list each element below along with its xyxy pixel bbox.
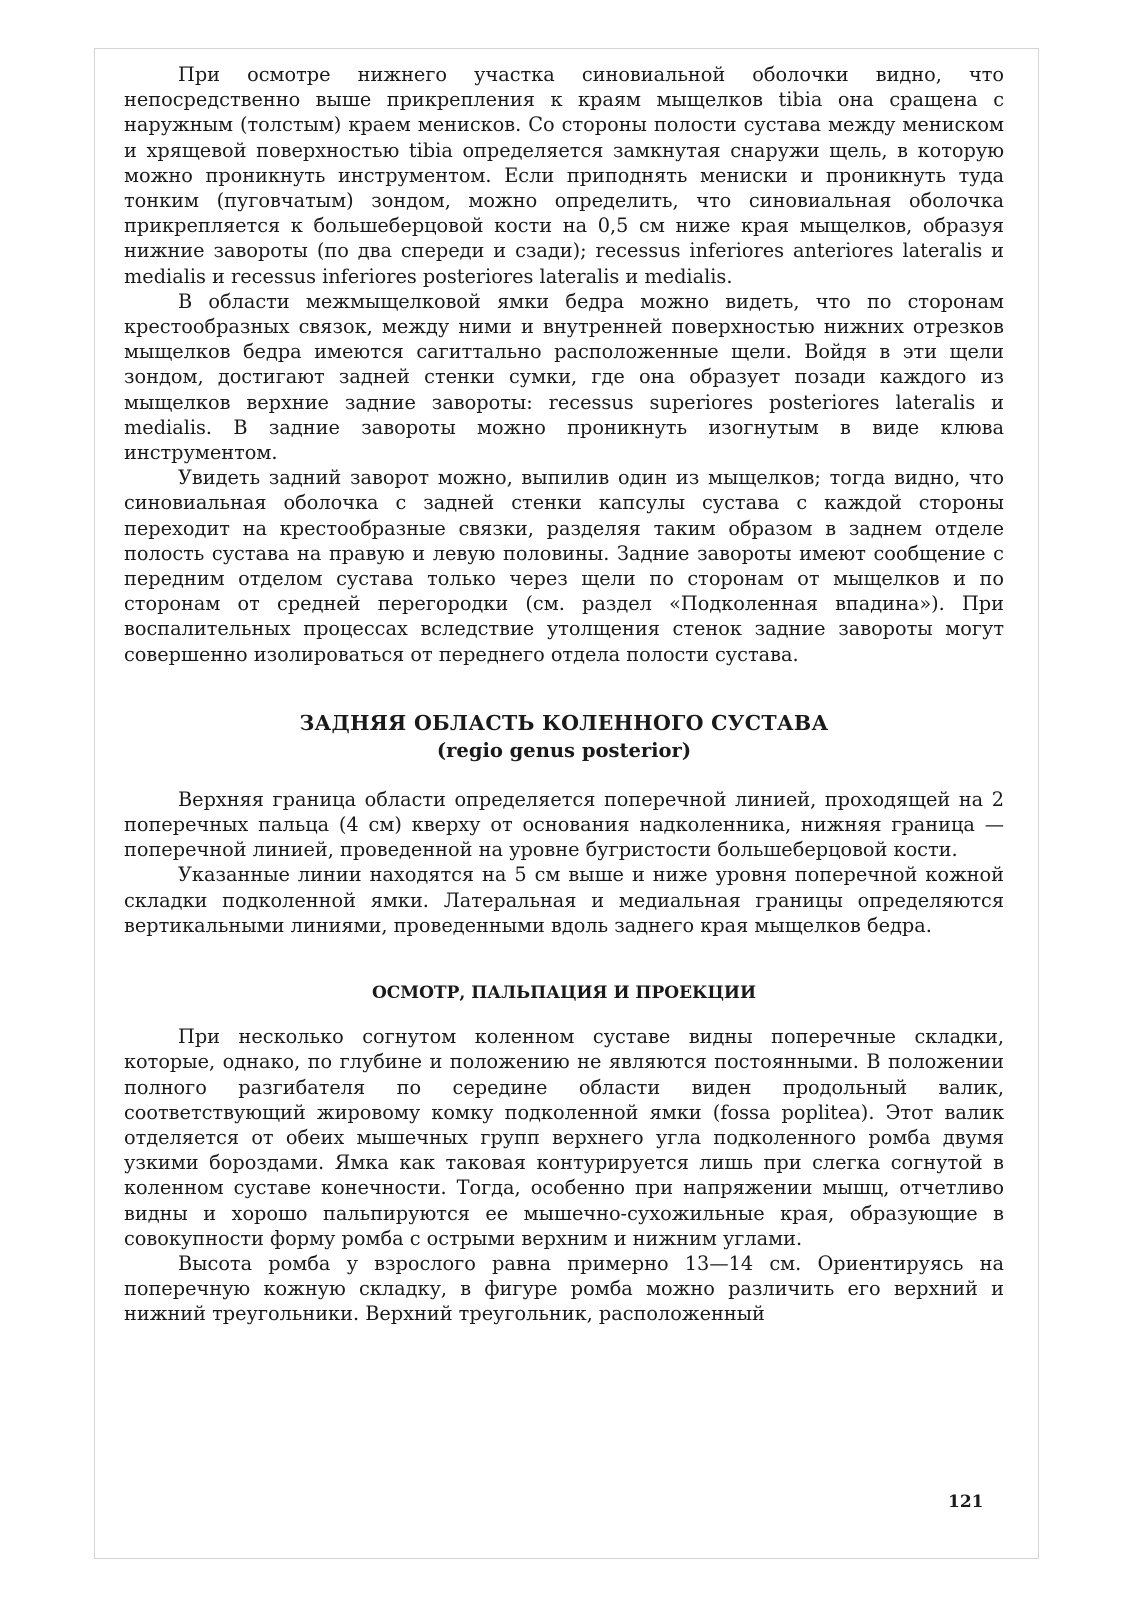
paragraph-rhombus-height: Высота ромба у взрослого равна примерно 13—14 см. Ориентируясь на поперечную кожную складку, в фигуре ромба можно различить его верхний и нижний треугольники. Верхний треугольник, расположенный [124,1251,1004,1326]
paragraph-posterior-recess: Увидеть задний заворот можно, выпилив один из мыщелков; тогда видно, что синовиальная оболочка с задней стенки капсулы сустава с каждой стороны переходит на крестообразные связки, разделяя таким образом в заднем отделе полость сустава на правую и левую половины. Задние завороты имеют сообщение с передним отделом сустава только через щели по сторонам от мыщелков и по сторонам от средней перегородки (см. раздел «Подколенная впадина»). При воспалительных процессах вследствие утолщения стенок задние завороты могут совершенно изолироваться от переднего отдела полости сустава. [124,466,1004,666]
paragraph-region-lines: Указанные линии находятся на 5 см выше и ниже уровня поперечной кожной складки подколенной ямки. Латеральная и медиальная границы определяются вертикальными линиями, проведенными вдоль заднего края мыщелков бедра. [124,863,1004,937]
paragraph-synovial-inferior: При осмотре нижнего участка синовиальной оболочки видно, что непосредственно выше прикрепления к краям мыщелков tibia она сращена с наружным (толстым) краем менисков. Со стороны полости сустава между мениском и хрящевой поверхностью tibia определяется замкнутая снаружи щель, в которую можно проникнуть инструментом. Если приподнять мениски и проникнуть туда тонким (пуговчатым) зондом, можно определить, что синовиальная оболочка прикрепляется к большеберцовой кости на 0,5 см ниже края мыщелков, образуя нижние завороты (по два спереди и сзади); recessus inferiores anteriores lateralis и medialis и recessus inferiores posteriores lateralis и medialis. [124,63,1004,288]
paragraph-region-borders: Верхняя граница области определяется поперечной линией, проходящей на 2 поперечных пальца (4 см) кверху от основания надколенника, нижняя граница — поперечной линией, проведенной на уровне бугристости большеберцовой кости. [124,787,1004,862]
section-title: ЗАДНЯЯ ОБЛАСТЬ КОЛЕННОГО СУСТАВА [299,710,829,735]
page-number: 121 [948,1492,984,1512]
section-subtitle: (regio genus posterior) [436,738,692,762]
page-content [124,62,1004,1327]
subsection-title: ОСМОТР, ПАЛЬПАЦИЯ И ПРОЕКЦИИ [371,983,757,1004]
paragraph-intercondylar-fossa: В области межмыщелковой ямки бедра можно видеть, что по сторонам крестообразных связок, между ними и внутренней поверхностью нижних отрезков мыщелков бедра имеются сагиттально расположенные щели. Войдя в эти щели зондом, достигают задней стенки сумки, где она образует позади каждого из мыщелков верхние задние завороты: recessus superiores posteriores lateralis и medialis. В задние завороты можно проникнуть изогнутым в виде клюва инструментом. [124,289,1004,465]
paragraph-inspection: При несколько согнутом коленном суставе видны поперечные складки, которые, однако, по глубине и положению не являются постоянными. В положении полного разгибателя по середине области виден продольный валик, соответствующий жировому комку подколенной ямки (fossa poplitea). Этот валик отделяется от обеих мышечных групп верхнего угла подколенного ромба двумя узкими бороздами. Ямка как таковая контурируется лишь при слегка согнутой в коленном суставе конечности. Тогда, особенно при напряжении мышц, отчетливо видны и хорошо пальпируются ее мышечно-сухожильные края, образующие в совокупности форму ромба с острыми верхним и нижним углами. [124,1025,1004,1250]
